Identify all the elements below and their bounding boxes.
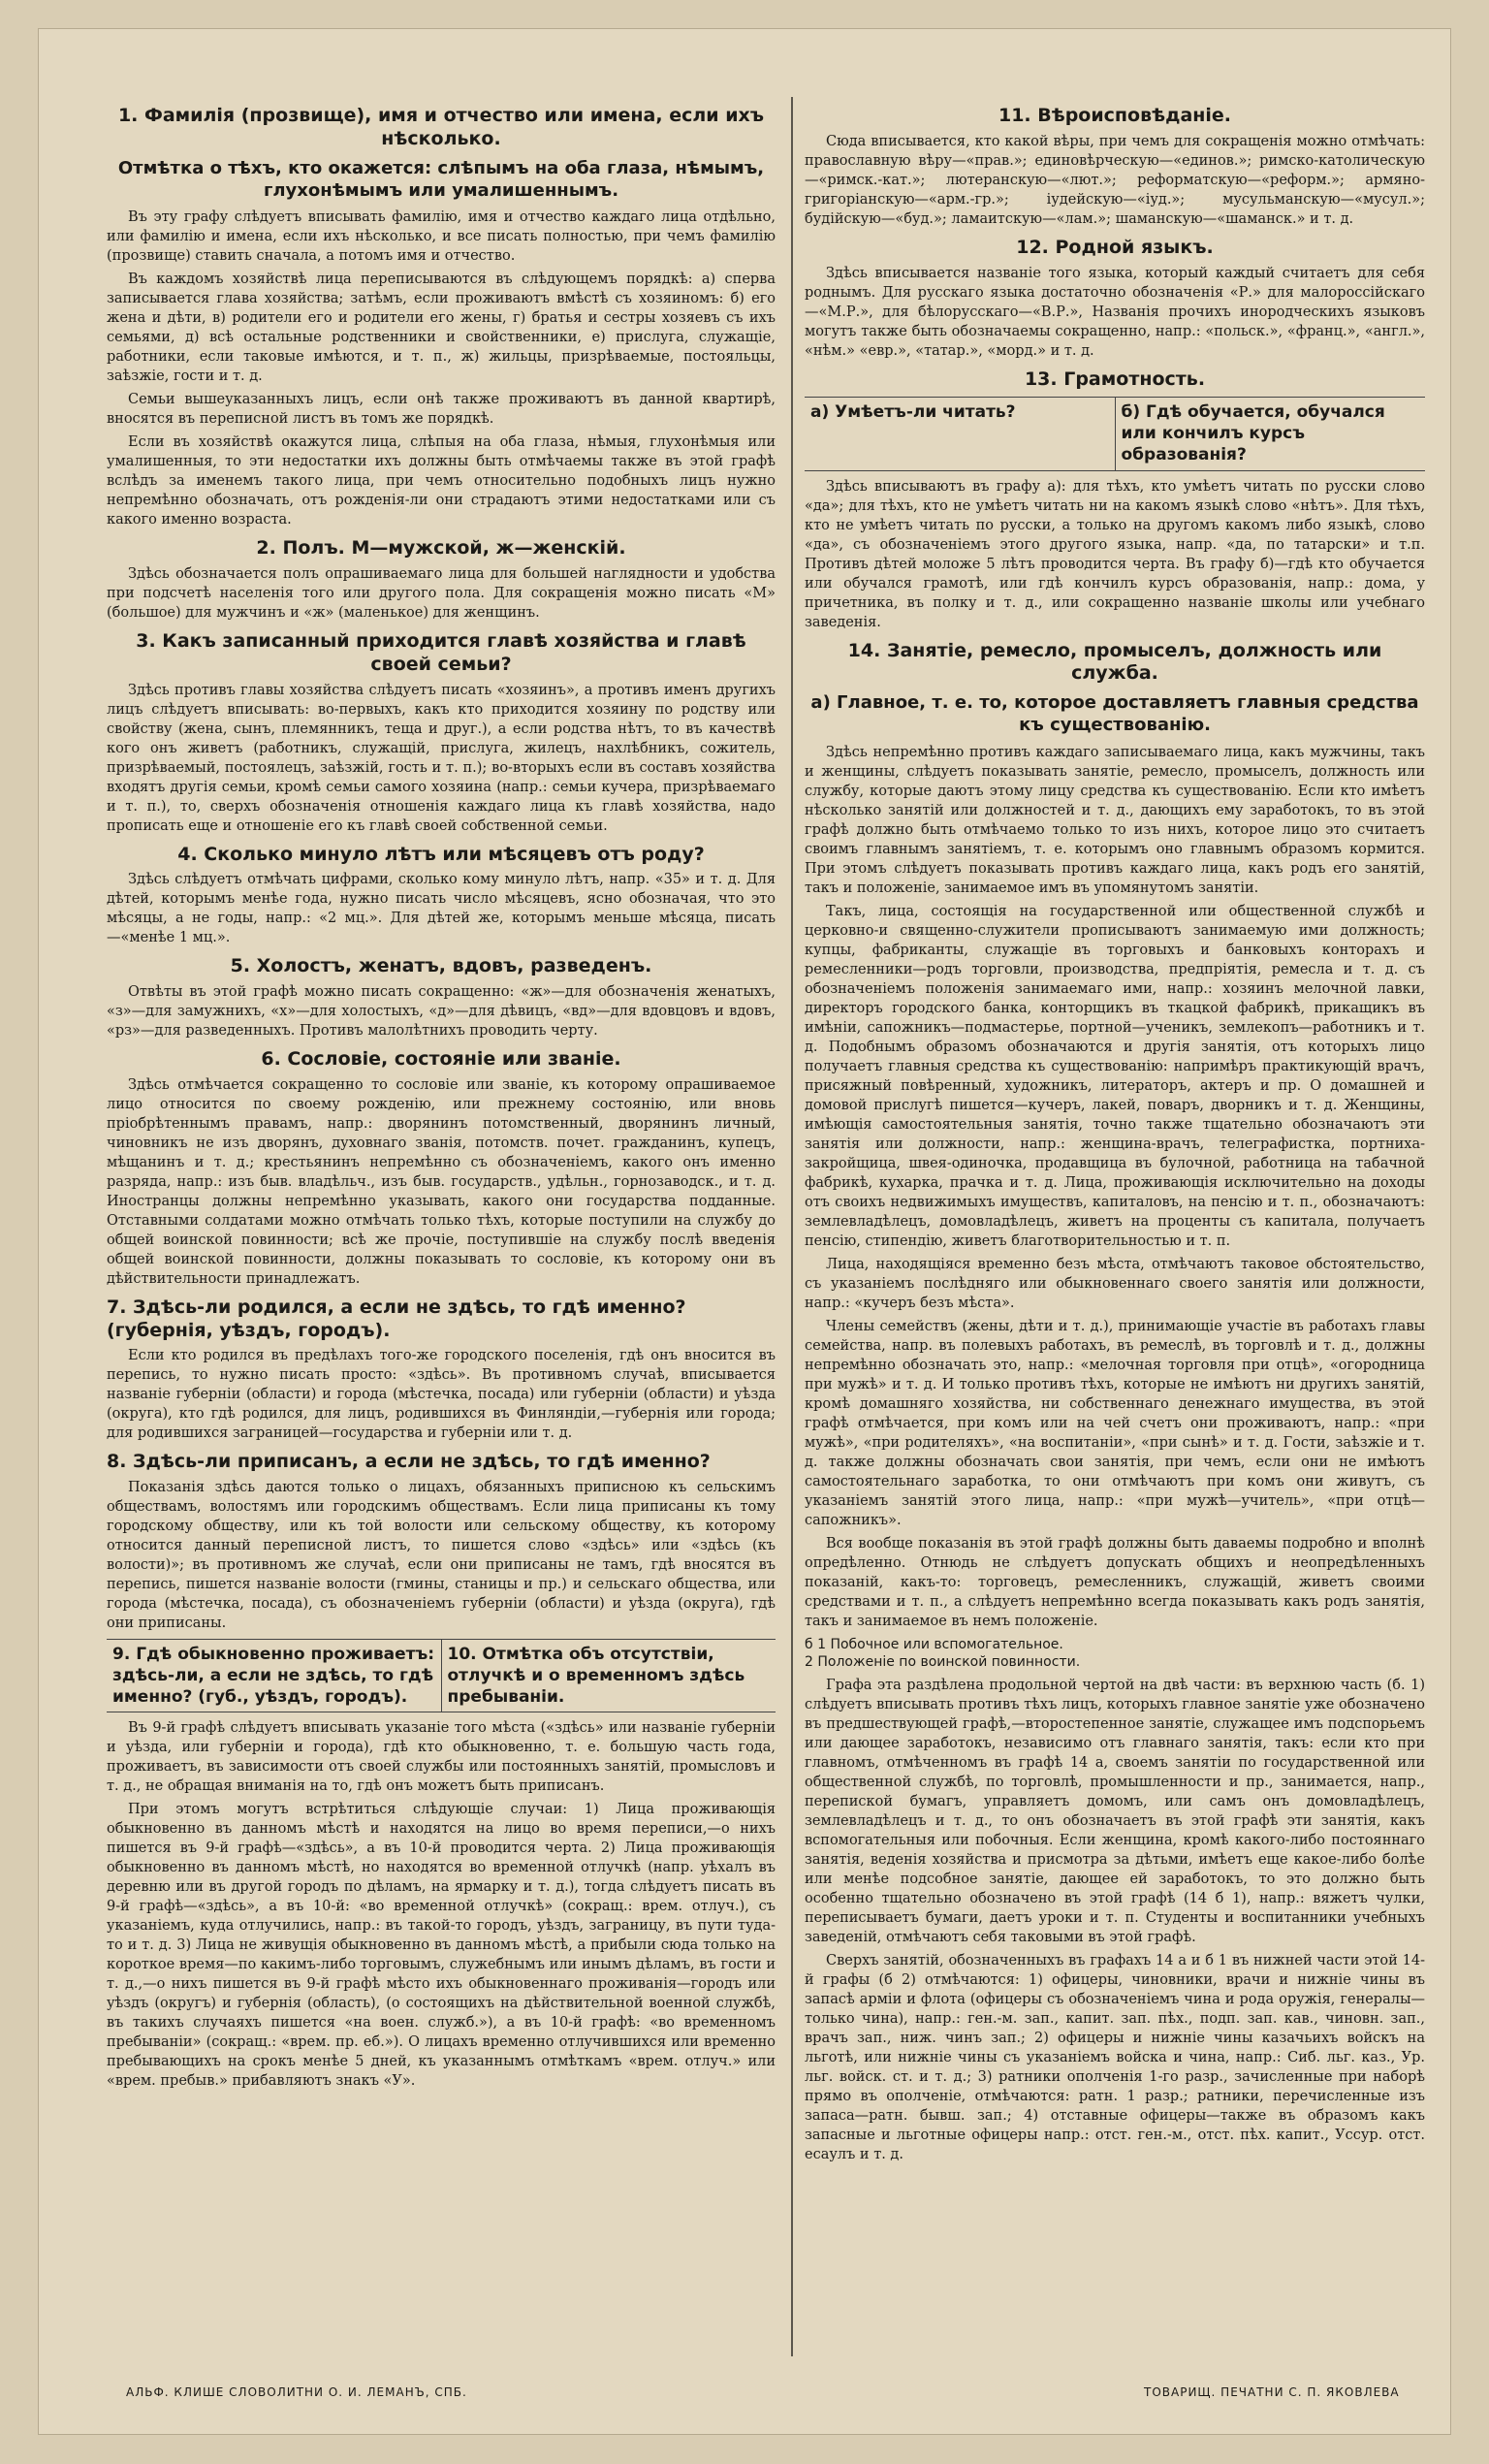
section-13-header bbox=[805, 397, 1425, 470]
section-9-title: 9. Гдѣ обыкновенно проживаетъ: здѣсь-ли, а если не здѣсь, то гдѣ именно? (губ., уѣздъ, городъ). bbox=[107, 1640, 442, 1712]
paragraph: Показанія здѣсь даются только о лицахъ, обязанныхъ приписною къ сельскимъ обществамъ, волостямъ или городскимъ обществамъ. Если лица приписаны къ тому городскому обществу, или къ той волости или сельскому обществу, къ которому относится данный переписной листъ, то пишется слово «здѣсь» или «здѣсь (къ волости)»; въ противномъ же случаѣ, если они приписаны не тамъ, гдѣ вносятся въ перепись, пишется названіе волости (гмины, станицы и пр.) и сельскаго общества, или города (мѣстечка, посада), съ обозначеніемъ губерніи (области) и уѣзда (округа), гдѣ они приписаны. bbox=[107, 1480, 776, 1632]
section-1-title: 1. Фамилія (прозвище), имя и отчество или имена, если ихъ нѣсколько. bbox=[117, 105, 765, 149]
paragraph: Здѣсь противъ главы хозяйства слѣдуетъ писать «хозяинъ», а противъ именъ другихъ лицъ слѣдуетъ вписывать: во-первыхъ, какъ кто приходится хозяину по родству или свойству (жена, сынъ, племянникъ, теща и друг.), а если родства нѣтъ, то въ качествѣ кого онъ живетъ (работникъ, служащій, прислуга, жилецъ, нахлѣбникъ, сожитель, призрѣваемый, постоялецъ, заѣзжій, гость и т. п.); во-вторыхъ если въ составъ хозяйства входятъ другія семьи, кромѣ семьи самого хозяина (напр.: семьи кучера, призрѣваемаго и т. п.), то, сверхъ обозначенія отношенія каждаго лица къ главѣ хозяйства, надо прописать еще и отношеніе его къ главѣ своей собственной семьи. bbox=[107, 682, 776, 834]
section-5-title: 5. Холостъ, женатъ, вдовъ, разведенъ. bbox=[230, 955, 652, 977]
census-instruction-sheet bbox=[39, 29, 1450, 2434]
section-14b2-title: 2 Положеніе по воинской повинности. bbox=[805, 1653, 1081, 1670]
section-14b1-title: б 1 Побочное или вспомогательное. bbox=[805, 1636, 1063, 1652]
paragraph: Сверхъ занятій, обозначенныхъ въ графахъ 14 а и б 1 въ нижней части этой 14-й графы (б 2) отмѣчаются: 1) офицеры, чиновники, врачи и нижніе чины въ запасѣ арміи и флота (офицеры съ обозначеніемъ чина и рода оружія, генералы—только чина), напр.: ген.-м. зап., капит. зап. пѣх., подп. зап. кав., чиновн. зап., врачъ зап., ниж. чинъ зап.; 2) офицеры и нижніе чины казачьихъ войскъ на льготѣ, или нижніе чины съ указаніемъ войска и чина, напр.: Сиб. льг. каз., Ур. льг. войск. ст. и т. д.; 3) ратники ополченія 1-го разр., зачисленные при наборѣ прямо въ ополченіе, отмѣчаются: ратн. 1 разр.; ратники, перечисленные изъ запаса—ратн. бывш. зап.; 4) отставные офицеры—также въ образомъ какъ запасные и льготные офицеры напр.: отст. ген.-м., отст. пѣх. капит., Уссур. отст. есаулъ и т. д. bbox=[805, 1952, 1425, 2162]
right-column bbox=[805, 97, 1425, 2337]
paragraph: Графа эта раздѣлена продольной чертой на двѣ части: въ верхнюю часть (б. 1) слѣдуетъ вписывать противъ тѣхъ лицъ, которыхъ главное занятіе уже обозначено въ предшествующей графѣ,—второстепенное занятіе, служащее имъ подспорьемъ или дающее заработокъ, независимо отъ главнаго занятія, такъ: если кто при главномъ, отмѣченномъ въ графѣ 14 а, своемъ занятіи по государственной или общественной службѣ, по торговлѣ, промышленности и пр., занимается, напр., перепиской бумагъ, управляетъ домомъ, или самъ онъ домовладѣлецъ, землевладѣлецъ и т. д., то онъ обозначаетъ въ этой графѣ эти занятія, какъ вспомогательныя или побочныя. Если женщина, кромѣ какого-либо постояннаго занятія, веденія хозяйства и присмотра за дѣтьми, имѣетъ еще какое-либо болѣе или менѣе подсобное занятіе, дающее ей заработокъ, то это должно быть особенно тщательно обозначено въ этой графѣ (14 б 1), напр.: вяжетъ чулки, переписываетъ бумаги, даетъ уроки и т. п. Студенты и воспитанники учебныхъ заведеній, отмѣчаютъ себя таковыми въ этой графѣ. bbox=[805, 1677, 1425, 1945]
paragraph: Члены семействъ (жены, дѣти и т. д.), принимающіе участіе въ работахъ главы семейства, напр. въ полевыхъ работахъ, въ ремеслѣ, въ торговлѣ и т. д., должны непремѣнно обозначать это, напр.: «мелочная торговля при отцѣ», «огородница при мужѣ» и т. д. И только противъ тѣхъ, которые не имѣютъ ни другихъ занятій, кромѣ домашняго хозяйства, ни собственнаго денежнаго имущества, въ этой графѣ отмѣчается, при комъ или на чей счетъ они проживаютъ, напр.: «при мужѣ», «при родителяхъ», «на воспитаніи», «при сынѣ» и т. д. Гости, заѣзжіе и т. д. также должны обозначать свои занятія, при чемъ, если они не имѣютъ самостоятельнаго заработка, то они отмѣчаютъ при комъ они живутъ, съ указаніемъ занятій этого лица, напр.: «при мужѣ—учитель», «при отцѣ—сапожникъ». bbox=[805, 1318, 1425, 1528]
paragraph: Здѣсь вписывается названіе того языка, который каждый считаетъ для себя роднымъ. Для русскаго языка достаточно обозначенія «Р.» для малороссійскаго—«М.Р.», для бѣлорусскаго—«В.Р.», Названія прочихъ инородческихъ языковъ могутъ также быть обозначаемы сокращенно, напр.: «польск.», «франц.», «англ.», «нѣм.» «евр.», «татар.», «морд.» и т. д. bbox=[805, 265, 1425, 359]
section-13-title: 13. Грамотность. bbox=[1024, 368, 1206, 390]
section-4-title: 4. Сколько минуло лѣтъ или мѣсяцевъ отъ роду? bbox=[177, 843, 705, 865]
section-14a-subtitle: а) Главное, т. е. то, которое доставляетъ главныя средства къ существованію. bbox=[810, 692, 1419, 736]
paragraph: Вся вообще показанія въ этой графѣ должны быть даваемы подробно и вполнѣ опредѣленно. Отнюдь не слѣдуетъ допускать общихъ и неопредѣленныхъ показаній, какъ-то: торговецъ, ремесленникъ, служащій, живетъ своими средствами и т. п., а слѣдуетъ непремѣнно всегда показывать какъ родъ занятія, такъ и занимаемое въ немъ положеніе. bbox=[805, 1535, 1425, 1629]
section-12-title: 12. Родной языкъ. bbox=[1016, 236, 1214, 258]
section-14b-headers bbox=[805, 1637, 1425, 1670]
section-3-title: 3. Какъ записанный приходится главѣ хозяйства и главѣ своей семьи? bbox=[136, 630, 746, 675]
paragraph: Лица, находящіяся временно безъ мѣста, отмѣчаютъ таковое обстоятельство, съ указаніемъ послѣдняго или обыкновеннаго своего занятія или должности, напр.: «кучеръ безъ мѣста». bbox=[805, 1256, 1425, 1311]
footer-left: АЛЬФ. КЛИШЕ СЛОВОЛИТНИ О. И. ЛЕМАНЪ, СПБ. bbox=[126, 2385, 467, 2399]
section-11-title: 11. Вѣроисповѣданіе. bbox=[998, 105, 1232, 126]
section-14-title: 14. Занятіе, ремесло, промыселъ, должность или служба. bbox=[847, 639, 1382, 685]
paragraph: Здѣсь отмѣчается сокращенно то сословіе или званіе, къ которому опрашиваемое лицо относится по своему рожденію, или прежнему состоянію, или вновь пріобрѣтеннымъ правамъ, напр.: дворянинъ потомственный, дворянинъ личный, чиновникъ не изъ дворянъ, духовнаго званія, потомств. почет. гражданинъ, купецъ, мѣщанинъ и т. д.; крестьянинъ непремѣнно съ обозначеніемъ, какого онъ именно разряда, напр.: изъ быв. владѣльч., изъ быв. государств., удѣльн., горнозаводск., и т. д. Иностранцы должны непремѣнно указывать, какого они государства подданные. Отставными солдатами можно отмѣчать только тѣхъ, которые поступили на службу до общей воинской повинности; всѣ же прочіе, поступившіе на службу послѣ введенія общей воинской повинности, должны показывать то сословіе, къ которому они въ дѣйствительности принадлежатъ. bbox=[107, 1076, 776, 1287]
section-1-subtitle: Отмѣтка о тѣхъ, кто окажется: слѣпымъ на оба глаза, нѣмымъ, глухонѣмымъ или умалишеннымъ. bbox=[117, 157, 765, 201]
left-column bbox=[107, 97, 776, 2337]
section-6-title: 6. Сословіе, состояніе или званіе. bbox=[261, 1048, 621, 1071]
paragraph: Если кто родился въ предѣлахъ того-же городского поселенія, гдѣ онъ вносится въ перепись, то нужно писать просто: «здѣсь». Въ противномъ случаѣ, вписывается названіе губерніи (области) и города (мѣстечка, посада) или губерніи (области) и уѣзда (округа), кто гдѣ родился, для лицъ, родившихся въ Финляндіи,—губернія или города; для родившихся заграницей—государства и губерніи или т. д. bbox=[107, 1348, 776, 1442]
paragraph: Семьи вышеуказанныхъ лицъ, если онѣ также проживаютъ въ данной квартирѣ, вносятся въ переписной листъ въ томъ же порядкѣ. bbox=[107, 392, 776, 428]
paragraph: Въ каждомъ хозяйствѣ лица переписываются въ слѣдующемъ порядкѣ: а) сперва записывается глава хозяйства; затѣмъ, если проживаютъ вмѣстѣ съ хозяиномъ: б) его жена и дѣти, в) родители его и родители его жены, г) братья и сестры хозяевъ съ ихъ семьями, д) всѣ остальные родственники и свойственники, е) прислуга, служащіе, работники, если таковые имѣются, и т. п., ж) жильцы, призрѣваемые, постояльцы, заѣзжіе, гости и т. д. bbox=[107, 272, 776, 385]
section-2-title: 2. Полъ. М—мужской, ж—женскій. bbox=[256, 537, 626, 560]
footer-right: ТОВАРИЩ. ПЕЧАТНИ С. П. ЯКОВЛЕВА bbox=[1144, 2385, 1400, 2399]
section-13a-title: а) Умѣетъ-ли читать? bbox=[805, 398, 1116, 469]
paragraph: Здѣсь непремѣнно противъ каждаго записываемаго лица, какъ мужчины, такъ и женщины, слѣдуетъ показывать занятіе, ремесло, промыселъ, должность или службу, которые даютъ этому лицу средства къ существованію. Если кто имѣетъ нѣсколько занятій или должностей и т. д., дающихъ ему заработокъ, то въ этой графѣ должно быть отмѣчаемо только то изъ нихъ, которое лицо это считаетъ своимъ главнымъ занятіемъ, т. е. которымъ оно главнымъ образомъ кормится. При этомъ слѣдуетъ показывать противъ каждаго лица, какъ родъ его занятій, такъ и положеніе, занимаемое имъ въ упомянутомъ занятіи. bbox=[805, 744, 1425, 896]
section-7-title: 7. Здѣсь-ли родился, а если не здѣсь, то гдѣ именно? (губернія, уѣздъ, городъ). bbox=[107, 1296, 686, 1341]
paragraph: Если въ хозяйствѣ окажутся лица, слѣпыя на оба глаза, нѣмыя, глухонѣмыя или умалишенныя, то эти недостатки ихъ должны быть отмѣчаемы также въ этой графѣ вслѣдъ за именемъ такого лица, при чемъ относительно подобныхъ лицъ нужно непремѣнно обозначать, отъ рожденія-ли они страдаютъ этими недостатками или съ какого именно возраста. bbox=[107, 434, 776, 528]
column-divider bbox=[791, 97, 793, 2356]
paragraph: Такъ, лица, состоящія на государственной или общественной службѣ и церковно-и священно-служители прописываютъ занимаемую ими должность; купцы, фабриканты, служащіе въ торговыхъ и банковыхъ конторахъ и ремесленники—родъ торговли, производства, предпріятія, ремесла и т. д. съ обозначеніемъ положенія занимаемаго ими, напр.: хозяинъ мелочной лавки, директоръ городского банка, конторщикъ въ ткацкой фабрикѣ, прикащикъ въ имѣніи, сапожникъ—подмастерье, портной—ученикъ, землекопъ—работникъ и т. д. Подобнымъ образомъ обозначаются и другія занятія, отъ которыхъ лицо получаетъ главныя средства къ существованію: напримѣръ практикующій врачъ, присяжный повѣренный, художникъ, литераторъ, актеръ и пр. О домашней и домовой прислугѣ пишется—кучеръ, лакей, поваръ, дворникъ и т. д. Женщины, имѣющія самостоятельныя занятія, точно также тщательно обозначаютъ эти занятія или должности, напр.: женщина-врачъ, телеграфистка, портниха-закройщица, швея-одиночка, продавщица въ булочной, работница на табачной фабрикѣ, кухарка, прачка и т. д. Лица, проживающія исключительно на доходы отъ своихъ недвижимыхъ имуществъ, капиталовъ, на пенсію и т. п., обозначаютъ: землевладѣлецъ, домовладѣлецъ, живетъ на проценты съ капитала, получаетъ пенсію, стипендію, живетъ благотворительностью и т. п. bbox=[805, 903, 1425, 1249]
paragraph: Здѣсь вписываютъ въ графу а): для тѣхъ, кто умѣетъ читать по русски слово «да»; для тѣхъ, кто не умѣетъ читать ни на какомъ языкѣ слово «нѣтъ». Для тѣхъ, кто не умѣетъ читать по русски, а только на другомъ какомъ либо языкѣ, слово «да», съ обозначеніемъ этого другого языка, напр. «да, по татарски» и т.п. Противъ дѣтей моложе 5 лѣтъ проводится черта. Въ графу б)—гдѣ кто обучается или обучался грамотѣ, или гдѣ кончилъ курсъ образованія, напр.: дома, у причетника, въ полку и т. д., или сокращенно названіе школы или учебнаго заведенія. bbox=[805, 478, 1425, 630]
paragraph: Сюда вписывается, кто какой вѣры, при чемъ для сокращенія можно отмѣчать: православную вѣру—«прав.»; единовѣрческую—«единов.»; римско-католическую—«римск.-кат.»; лютеранскую—«лют.»; реформатскую—«реформ.»; армяно-григоріанскую—«арм.-гр.»; іудейскую—«іуд.»; мусульманскую—«мусул.»; будійскую—«буд.»; ламаитскую—«лам.»; шаманскую—«шаманск.» и т. д. bbox=[805, 133, 1425, 227]
paragraph: Въ 9-й графѣ слѣдуетъ вписывать указаніе того мѣста («здѣсь» или названіе губерніи и уѣзда, или губерніи и города), гдѣ кто обыкновенно, т. е. большую часть года, проживаетъ, въ зависимости отъ своей службы или постоянныхъ занятій, промысловъ и т. д., не обращая вниманія на то, гдѣ онъ можетъ быть приписанъ. bbox=[107, 1720, 776, 1795]
paragraph: Отвѣты въ этой графѣ можно писать сокращенно: «ж»—для обозначенія женатыхъ, «з»—для замужнихъ, «х»—для холостыхъ, «д»—для дѣвицъ, «вд»—для вдовцовъ и вдовъ, «рз»—для разведенныхъ. Противъ малолѣтнихъ проводить черту. bbox=[107, 984, 776, 1040]
section-13b-title: б) Гдѣ обучается, обучался или кончилъ курсъ образованія? bbox=[1121, 402, 1385, 465]
paragraph: Въ эту графу слѣдуетъ вписывать фамилію, имя и отчество каждаго лица отдѣльно, или фамилію и имена, если ихъ нѣсколько, и все писать полностью, при чемъ фамилію (прозвище) ставить сначала, а потомъ имя и отчество. bbox=[107, 209, 776, 265]
section-8-title: 8. Здѣсь-ли приписанъ, а если не здѣсь, то гдѣ именно? bbox=[107, 1451, 711, 1473]
paragraph: Здѣсь слѣдуетъ отмѣчать цифрами, сколько кому минуло лѣтъ, напр. «35» и т. д. Для дѣтей, которымъ менѣе года, нужно писать число мѣсяцевъ, ясно обозначая, что это мѣсяцы, а не годы, напр.: «2 мц.». Для дѣтей же, которымъ меньше мѣсяца, писать—«менѣе 1 мц.». bbox=[107, 872, 776, 946]
paragraph: Здѣсь обозначается полъ опрашиваемаго лица для большей наглядности и удобства при подсчетѣ населенія того или другого пола. Для сокращенія можно писать «М» (большое) для мужчинъ и «ж» (маленькое) для женщинъ. bbox=[107, 566, 776, 622]
section-9-10-header bbox=[107, 1639, 776, 1712]
paragraph: При этомъ могутъ встрѣтиться слѣдующіе случаи: 1) Лица проживающія обыкновенно въ данномъ мѣстѣ и находятся на лицо во время переписи,—о нихъ пишется въ 9-й графѣ—«здѣсь», а въ 10-й проводится черта. 2) Лица проживающія обыкновенно въ данномъ мѣстѣ, но находятся во временной отлучкѣ (напр. уѣхалъ въ деревню или въ другой городъ по дѣламъ, на ярмарку и т. д.), тогда слѣдуетъ писать въ 9-й графѣ—«здѣсь», а въ 10-й: «во временной отлучкѣ» (сокращ.: врем. отлуч.), съ указаніемъ, куда отлучились, напр.: въ такой-то городъ, уѣздъ, заграницу, въ пути туда-то и т. д. 3) Лица не живущія обыкновенно въ данномъ мѣстѣ, а прибыли сюда только на короткое время—по какимъ-либо торговымъ, служебнымъ или инымъ дѣламъ, въ гости и т. д.,—о нихъ пишется въ 9-й графѣ мѣсто ихъ обыкновеннаго проживанія—городъ или уѣздъ (округъ) и губернія (область), (о состоящихъ на дѣйствительной военной службѣ, въ такихъ случаяхъ пишется «на воен. служб.»), а въ 10-й графѣ: «во временномъ пребываніи» (сокращ.: «врем. пр. еб.»). О лицахъ временно отлучившихся или временно пребывающихъ на срокъ менѣе 5 дней, къ указаннымъ отмѣткамъ «врем. отлуч.» или «врем. пребыв.» прибавляютъ знакъ «У». bbox=[107, 1802, 776, 2090]
section-10-title: 10. Отмѣтка объ отсутствіи, отлучкѣ и о временномъ здѣсь пребываніи. bbox=[447, 1645, 745, 1708]
